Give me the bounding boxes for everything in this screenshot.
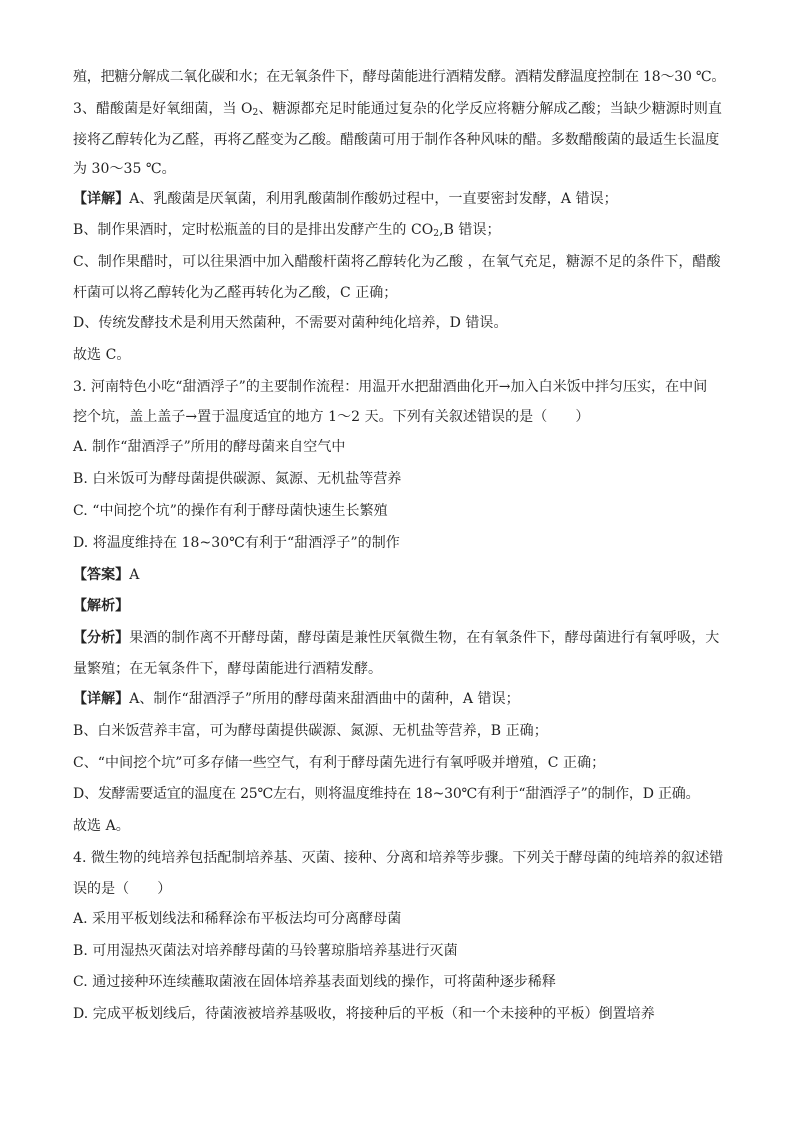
line-text: A、制作“甜酒浮子”所用的酵母菌来甜酒曲中的菌种，A 错误； (129, 690, 520, 707)
question-stem (73, 372, 733, 404)
line-text: 果酒的制作离不开酵母菌，酵母菌是兼性厌氧微生物，在有氧条件下，酵母菌进行有氧呼吸，大 (129, 630, 720, 647)
paragraph-line (73, 779, 733, 811)
line-text: 3、醋酸菌是好氧细菌，当 O (73, 100, 253, 117)
line-text: 3. 河南特色小吃“甜酒浮子”的主要制作流程：用温开水把甜酒曲化开→加入白米饭中拌匀压实，在中间 (73, 378, 708, 395)
option-b (73, 464, 733, 496)
paragraph-line (73, 655, 733, 684)
line-text: 为 30～35 ℃。 (73, 160, 176, 177)
section-tag: 【解析】 (73, 598, 130, 615)
section-tag: 【详解】 (73, 190, 130, 207)
paragraph-line (73, 279, 733, 308)
paragraph-line (73, 623, 733, 655)
line-text: 故选 A。 (73, 818, 130, 835)
paragraph-line (73, 748, 733, 780)
line-text: 殖，把糖分解成二氧化碳和水；在无氧条件下，酵母菌能进行酒精发酵。酒精发酵温度控制在 18～30 ℃。 (73, 69, 726, 85)
paragraph-line (73, 811, 733, 843)
line-text: 挖个坑，盖上盖子→置于温度适宜的地方 1～2 天。下列有关叙述错误的是（ ） (73, 409, 590, 426)
answer-value: A (129, 566, 140, 583)
option-d (73, 528, 733, 560)
question-stem (73, 843, 733, 875)
paragraph-line (73, 126, 733, 155)
line-text: 、糖源都充足时能通过复杂的化学反应将糖分解成乙酸；当缺少糖源时则直 (258, 100, 722, 117)
analysis-heading (73, 591, 733, 623)
line-text: B. 白米饭可为酵母菌提供碳源、氮源、无机盐等营养 (73, 471, 402, 488)
section-tag: 【详解】 (73, 690, 130, 707)
option-d (73, 999, 733, 1031)
line-text: C. 通过接种环连续蘸取菌液在固体培养基表面划线的操作，可将菌种逐步稀释 (73, 974, 556, 991)
line-text: B. 可用湿热灭菌法对培养酵母菌的马铃薯琼脂培养基进行灭菌 (73, 942, 458, 959)
line-text: 4. 微生物的纯培养包括配制培养基、灭菌、接种、分离和培养等步骤。下列关于酵母菌的纯培养的叙述错 (73, 849, 724, 866)
line-text: B、制作果酒时，定时松瓶盖的目的是排出发酵产生的 CO (73, 222, 434, 239)
paragraph-line (73, 684, 733, 716)
paragraph-line (73, 340, 733, 372)
line-text: D. 完成平板划线后，待菌液被培养基吸收，将接种后的平板（和一个未接种的平板）倒置培养 (73, 1006, 655, 1023)
paragraph-line (73, 247, 733, 279)
paragraph-line (73, 215, 733, 247)
line-text: A、乳酸菌是厌氧菌，利用乳酸菌制作酸奶过程中，一直要密封发酵，A 错误； (129, 190, 618, 207)
line-text: C、“中间挖个坑”可多存储一些空气，有利于酵母菌先进行有氧呼吸并增殖，C 正确； (73, 754, 606, 771)
line-text: C. “中间挖个坑”的操作有利于酵母菌快速生长繁殖 (73, 502, 388, 519)
subscript: 2 (252, 107, 259, 118)
line-text: A. 采用平板划线法和稀释涂布平板法均可分离酵母菌 (73, 910, 402, 927)
paragraph-line (73, 716, 733, 748)
subscript: 2 (433, 229, 440, 240)
line-text: A. 制作“甜酒浮子”所用的酵母菌来自空气中 (73, 439, 346, 456)
section-tag: 【答案】 (73, 566, 130, 583)
paragraph-line (73, 94, 733, 126)
line-text: D、传统发酵技术是利用天然菌种，不需要对菌种纯化培养，D 错误。 (73, 314, 508, 331)
paragraph-line (73, 184, 733, 216)
line-text: B、白米饭营养丰富，可为酵母菌提供碳源、氮源、无机盐等营养，B 正确； (73, 722, 548, 739)
option-c (73, 496, 733, 528)
section-tag: 【分析】 (73, 630, 130, 647)
line-text: 接将乙醇转化为乙醛，再将乙醛变为乙酸。醋酸菌可用于制作各种风味的醋。多数醋酸菌的最适生长温度 (73, 131, 720, 148)
answer-line (73, 560, 733, 592)
line-text: ,B 错误； (439, 222, 501, 239)
line-text: 杆菌可以将乙醇转化为乙醛再转化为乙酸，C 正确； (73, 284, 398, 301)
option-c (73, 967, 733, 999)
option-a (73, 432, 733, 464)
line-text: 量繁殖；在无氧条件下，酵母菌能进行酒精发酵。 (73, 660, 383, 677)
option-b (73, 936, 733, 968)
paragraph-line (73, 62, 733, 94)
line-text: C、制作果醋时，可以往果酒中加入醋酸杆菌将乙醇转化为乙酸 ，在氧气充足，糖源不足的条件下，醋酸 (73, 254, 721, 271)
document-body (73, 62, 733, 1031)
option-a (73, 904, 733, 936)
line-text: 误的是（ ） (73, 880, 172, 897)
question-stem (73, 403, 733, 432)
question-stem (73, 875, 733, 904)
paragraph-line (73, 308, 733, 340)
line-text: D、发酵需要适宜的温度在 25℃左右，则将温度维持在 18~30℃有利于“甜酒浮子”的制作，D 正确。 (73, 786, 700, 803)
paragraph-line (73, 155, 733, 184)
line-text: D. 将温度维持在 18~30℃有利于“甜酒浮子”的制作 (73, 534, 400, 551)
line-text: 故选 C。 (73, 346, 131, 363)
